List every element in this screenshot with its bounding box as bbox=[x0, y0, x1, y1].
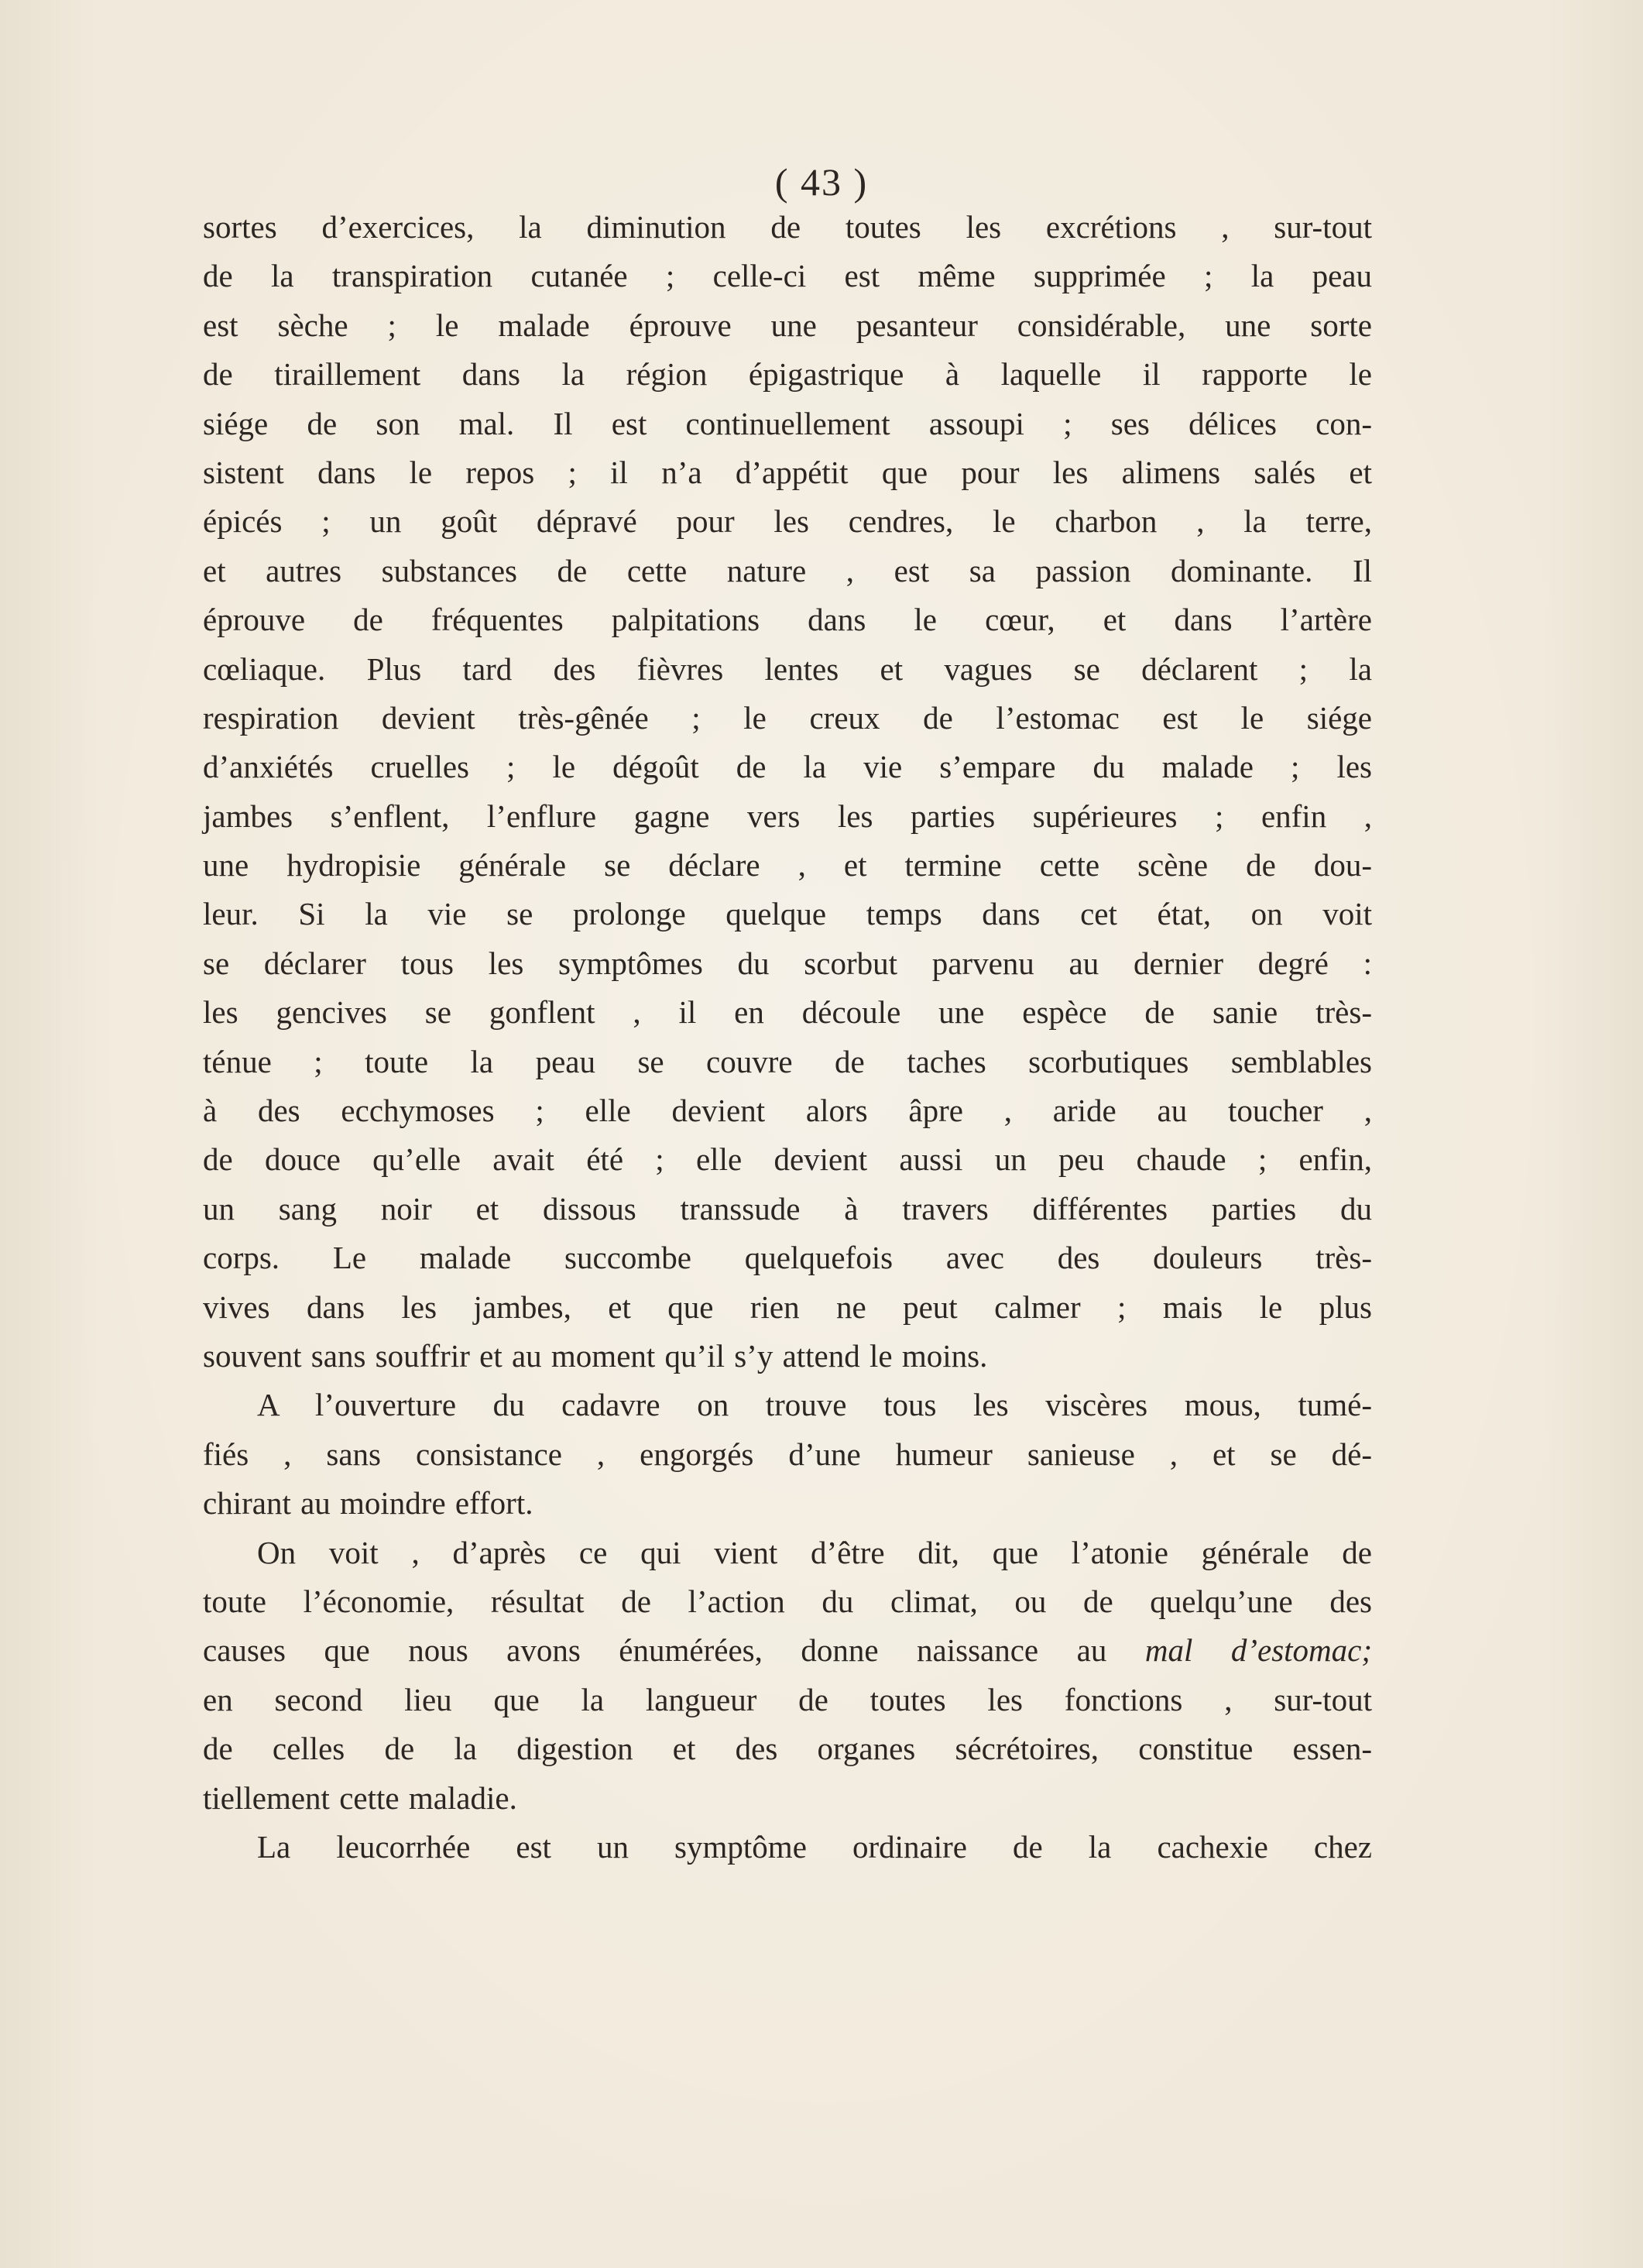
text-line: est sèche ; le malade éprouve une pesanteur considérable, une sorte bbox=[203, 307, 1372, 343]
text-line: La leucorrhée est un symptôme ordinaire de la cachexie chez bbox=[257, 1828, 1372, 1865]
page-number: ( 43 ) bbox=[774, 160, 869, 204]
text-line: respiration devient très-gênée ; le creux de l’estomac est le siége bbox=[203, 699, 1372, 736]
text-line: de celles de la digestion et des organes sécrétoires, constitue essen- bbox=[203, 1731, 1372, 1767]
text-line: fiés , sans consistance , engorgés d’une humeur sanieuse , et se dé- bbox=[203, 1436, 1372, 1472]
text-line: à des ecchymoses ; elle devient alors âpre , aride au toucher , bbox=[203, 1093, 1372, 1129]
text-line: se déclarer tous les symptômes du scorbut parvenu au dernier degré : bbox=[203, 945, 1372, 981]
text-line-start: causes que nous avons énumérées, donne naissance au bbox=[203, 1632, 1107, 1669]
text-line: On voit , d’après ce qui vient d’être dit, que l’atonie générale de bbox=[257, 1534, 1372, 1570]
text-line: siége de son mal. Il est continuellement assoupi ; ses délices con- bbox=[203, 405, 1372, 441]
text-line: les gencives se gonflent , il en découle une espèce de sanie très- bbox=[203, 994, 1372, 1031]
text-line: A l’ouverture du cadavre on trouve tous les viscères mous, tumé- bbox=[257, 1387, 1372, 1423]
text-line: une hydropisie générale se déclare , et termine cette scène de dou- bbox=[203, 847, 1372, 884]
text-line: de tiraillement dans la région épigastrique à laquelle il rapporte le bbox=[203, 356, 1372, 393]
paragraph-2 bbox=[203, 1381, 1372, 1528]
text-line: sistent dans le repos ; il n’a d’appétit que pour les alimens salés et bbox=[203, 454, 1372, 490]
text-line: toute l’économie, résultat de l’action du climat, ou de quelqu’une des bbox=[203, 1583, 1372, 1619]
body-text bbox=[203, 203, 1372, 1872]
text-line: de la transpiration cutanée ; celle-ci est même supprimée ; la peau bbox=[203, 258, 1372, 294]
text-line: jambes s’enflent, l’enflure gagne vers les parties supérieures ; enfin , bbox=[203, 798, 1372, 834]
text-line: éprouve de fréquentes palpitations dans le cœur, et dans l’artère bbox=[203, 602, 1372, 638]
paragraph-4 bbox=[203, 1823, 1372, 1872]
text-line: en second lieu que la langueur de toutes les fonctions , sur-tout bbox=[203, 1681, 1372, 1717]
text-line: tiellement cette maladie. bbox=[203, 1779, 517, 1816]
paragraph-3 bbox=[203, 1529, 1372, 1823]
paragraph-1 bbox=[203, 203, 1372, 1381]
text-line: chirant au moindre effort. bbox=[203, 1485, 533, 1522]
text-line: leur. Si la vie se prolonge quelque temps dans cet état, on voit bbox=[203, 896, 1372, 932]
text-line: épicés ; un goût dépravé pour les cendres, le charbon , la terre, bbox=[203, 503, 1372, 540]
text-line: cœliaque. Plus tard des fièvres lentes et vagues se déclarent ; la bbox=[203, 650, 1372, 687]
text-line: de douce qu’elle avait été ; elle devient aussi un peu chaude ; enfin, bbox=[203, 1141, 1372, 1178]
italic-phrase: mal d’estomac; bbox=[1144, 1632, 1372, 1669]
text-line: un sang noir et dissous transsude à travers différentes parties du bbox=[203, 1190, 1372, 1227]
text-line: souvent sans souffrir et au moment qu’il s’y attend le moins. bbox=[203, 1337, 988, 1374]
text-line: et autres substances de cette nature , est sa passion dominante. Il bbox=[203, 552, 1372, 588]
text-line: sortes d’exercices, la diminution de toutes les excrétions , sur-tout bbox=[203, 209, 1372, 245]
text-line: corps. Le malade succombe quelquefois avec des douleurs très- bbox=[203, 1240, 1372, 1276]
text-line: vives dans les jambes, et que rien ne peut calmer ; mais le plus bbox=[203, 1288, 1372, 1325]
text-line: ténue ; toute la peau se couvre de taches scorbutiques semblables bbox=[203, 1043, 1372, 1079]
text-line: d’anxiétés cruelles ; le dégoût de la vie s’empare du malade ; les bbox=[203, 749, 1372, 785]
text-line bbox=[203, 1626, 1372, 1675]
